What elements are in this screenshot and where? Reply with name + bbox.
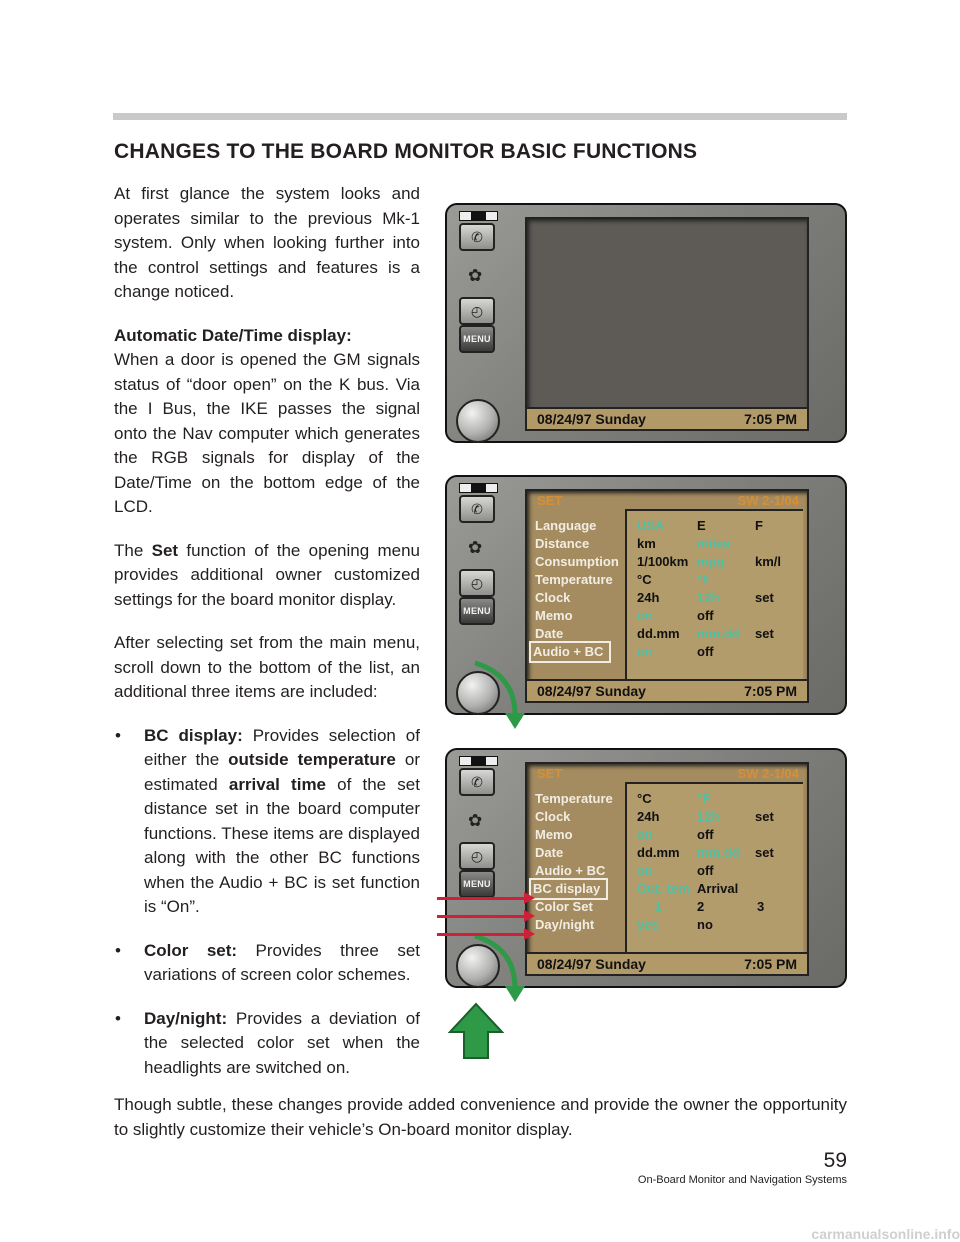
set-title: SET — [537, 493, 563, 508]
fan-icon: ✿ — [468, 811, 483, 830]
setting-option[interactable]: dd.mm — [637, 626, 680, 641]
bullet-text: of the set distance set in the board computer functions. These items are displayed along with the other BC functions when the Audio + BC is set function is “On”. — [144, 774, 420, 916]
time-text: 7:05 PM — [744, 411, 797, 427]
sw-version: SW 2-1/04 — [737, 493, 799, 508]
lcd-screen — [525, 762, 809, 976]
setting-option[interactable]: °F — [697, 791, 711, 806]
menu-button[interactable]: MENU — [459, 597, 495, 625]
clock-icon: ◴ — [470, 848, 484, 864]
setting-option[interactable]: miles — [697, 536, 731, 551]
setting-option[interactable]: off — [697, 827, 714, 842]
auto-datetime-heading: Automatic Date/Time display: — [114, 325, 352, 345]
phone-button[interactable] — [459, 768, 495, 796]
bullet-color-set — [114, 939, 420, 988]
setting-option[interactable]: on — [637, 863, 653, 878]
indicator-square — [485, 211, 498, 221]
menu-button[interactable]: MENU — [459, 325, 495, 353]
setting-label[interactable]: Day/night — [535, 917, 595, 932]
setting-option[interactable]: 3 — [757, 899, 765, 914]
lcd-screen — [525, 489, 809, 703]
indicator-square — [485, 483, 498, 493]
monitor-datetime — [445, 203, 845, 441]
setting-option[interactable]: F — [755, 518, 763, 533]
fan-icon: ✿ — [468, 538, 483, 557]
page-title: CHANGES TO THE BOARD MONITOR BASIC FUNCTIONS — [114, 140, 698, 163]
setting-option[interactable]: mpg — [697, 554, 725, 569]
phone-icon: ✆ — [471, 501, 483, 517]
setting-label[interactable]: Date — [535, 845, 564, 860]
bullet-dot: • — [115, 1008, 121, 1028]
set-word: Set — [151, 540, 179, 560]
indicator-square — [459, 756, 472, 766]
lcd-screen — [525, 217, 809, 431]
phone-icon: ✆ — [471, 774, 483, 790]
bullet-label: BC display: — [144, 725, 243, 745]
setting-label[interactable]: Date — [535, 626, 564, 641]
setting-option[interactable]: E — [697, 518, 706, 533]
setting-option[interactable]: set — [755, 626, 774, 641]
setting-option[interactable]: on — [637, 827, 653, 842]
time-text: 7:05 PM — [744, 956, 797, 972]
indicator-square — [485, 756, 498, 766]
watermark: carmanualsonline.info — [811, 1226, 960, 1242]
setting-label[interactable]: Temperature — [535, 572, 613, 587]
setting-option[interactable]: set — [755, 809, 774, 824]
setting-option[interactable]: km — [637, 536, 656, 551]
auto-datetime-text: When a door is opened the GM signals status of “door open” on the K bus. Via the I Bus, the IKE passes the signal onto the Nav computer which generates the RGB signals for display of the Date/Time on the bottom edge of the LCD. — [114, 350, 420, 516]
setting-option[interactable]: °F — [697, 572, 711, 587]
setting-label[interactable]: Clock — [535, 590, 571, 605]
text-column — [114, 182, 420, 1099]
setting-label[interactable]: Color Set — [535, 899, 593, 914]
setting-label[interactable]: Audio + BC — [531, 643, 609, 661]
setting-option[interactable]: °C — [637, 572, 652, 587]
monitor-set-menu-extended — [445, 748, 845, 986]
setting-option[interactable]: set — [755, 845, 774, 860]
setting-option[interactable]: 1 — [655, 899, 663, 914]
setting-option[interactable]: on — [637, 608, 653, 623]
date-time-bar — [527, 407, 807, 429]
bullet-bc-display — [114, 724, 420, 920]
setting-label[interactable]: Consumption — [535, 554, 619, 569]
time-text: 7:05 PM — [744, 683, 797, 699]
setting-option[interactable]: 24h — [637, 809, 660, 824]
closing-paragraph: Though subtle, these changes provide added convenience and provide the owner the opportunity to slightly customize their vehicle’s On-board monitor display. — [114, 1095, 847, 1139]
bullet-bold: outside temperature — [228, 750, 396, 769]
setting-option[interactable]: off — [697, 863, 714, 878]
bullet-bold: arrival time — [228, 774, 327, 794]
bullet-text: Provides a deviation of the selected color set when the headlights are switched on. — [144, 1008, 420, 1077]
setting-option[interactable]: 1/100km — [637, 554, 689, 569]
setting-label[interactable]: Clock — [535, 809, 571, 824]
setting-label[interactable]: Language — [535, 518, 597, 533]
set-post: function of the opening menu provides additional owner customized settings for the board monitor display. — [114, 540, 420, 609]
setting-label[interactable]: Distance — [535, 536, 590, 551]
setting-option[interactable]: km/l — [755, 554, 782, 569]
bullet-text: Provides selection of either the — [144, 725, 420, 769]
setting-option[interactable]: 12h — [697, 809, 720, 824]
date-text: 08/24/97 Sunday — [537, 956, 646, 972]
setting-option[interactable]: Arrival — [697, 881, 739, 896]
top-rule — [113, 113, 847, 120]
setting-option[interactable]: 2 — [697, 899, 705, 914]
setting-label[interactable]: Audio + BC — [535, 863, 606, 878]
date-text: 08/24/97 Sunday — [537, 411, 646, 427]
rotate-arrow-icon — [465, 928, 545, 1008]
rotate-arrow-icon — [465, 655, 545, 735]
clock-icon: ◴ — [470, 575, 484, 591]
setting-option[interactable]: no — [697, 917, 713, 932]
bullet-label: Color set: — [144, 940, 238, 960]
bullet-text: Provides three set variations of screen color schemes. — [144, 940, 420, 984]
bullet-text: or estimated — [144, 750, 420, 794]
indicator-square — [459, 211, 472, 221]
setting-label[interactable]: Memo — [535, 608, 573, 623]
bullet-dot: • — [115, 940, 121, 960]
indicator-square — [459, 483, 472, 493]
setting-option[interactable]: mm.dd — [697, 845, 740, 860]
setting-option[interactable]: 24h — [637, 590, 660, 605]
setting-option[interactable]: dd.mm — [637, 845, 680, 860]
date-time-bar — [527, 952, 807, 974]
auto-datetime-paragraph — [114, 324, 420, 520]
indicator-square — [472, 756, 485, 766]
setting-option[interactable]: °C — [637, 791, 652, 806]
scroll-up-arrow-icon — [448, 1002, 504, 1060]
phone-button[interactable] — [459, 223, 495, 251]
fan-icon: ✿ — [468, 266, 483, 285]
set-title: SET — [537, 766, 563, 781]
clock-button[interactable] — [459, 842, 495, 870]
phone-icon: ✆ — [471, 229, 483, 245]
sw-version: SW 2-1/04 — [737, 766, 799, 781]
setting-label[interactable]: Memo — [535, 827, 573, 842]
after-paragraph: After selecting set from the main menu, scroll down to the bottom of the list, an additional three items are included: — [114, 633, 420, 701]
pointer-arrow-color-set — [437, 915, 525, 918]
setting-option[interactable]: set — [755, 590, 774, 605]
indicator-square — [472, 211, 485, 221]
setting-option[interactable]: off — [697, 644, 714, 659]
setting-option[interactable]: yes — [637, 917, 659, 932]
bullet-dot: • — [115, 725, 121, 745]
date-time-bar — [527, 679, 807, 701]
pointer-arrow-day-night — [437, 933, 525, 936]
clock-icon: ◴ — [470, 303, 484, 319]
clock-button[interactable] — [459, 297, 495, 325]
monitor-set-menu — [445, 475, 845, 713]
set-pre: The — [114, 540, 144, 560]
bullet-day-night — [114, 1007, 420, 1081]
date-text: 08/24/97 Sunday — [537, 683, 646, 699]
setting-option[interactable]: on — [637, 644, 653, 659]
setting-option[interactable]: off — [697, 608, 714, 623]
setting-option[interactable]: 12h — [697, 590, 720, 605]
setting-option[interactable]: USA — [637, 518, 665, 533]
set-paragraph — [114, 539, 420, 613]
rotary-knob[interactable] — [456, 399, 500, 443]
menu-button[interactable]: MENU — [459, 870, 495, 898]
page-number: 59 — [823, 1149, 847, 1172]
setting-option[interactable]: Out. tem — [637, 881, 690, 896]
phone-button[interactable] — [459, 495, 495, 523]
pointer-arrow-bc-display — [437, 897, 525, 900]
setting-label[interactable]: Temperature — [535, 791, 613, 806]
indicator-square — [472, 483, 485, 493]
setting-option[interactable]: mm.dd — [697, 626, 740, 641]
setting-label[interactable]: BC display — [531, 880, 606, 898]
bullet-label: Day/night: — [144, 1008, 228, 1028]
clock-button[interactable] — [459, 569, 495, 597]
intro-paragraph: At first glance the system looks and operates similar to the previous Mk-1 system. Only when looking further into the control settings and features is a change noticed. — [114, 184, 420, 301]
page-subtitle: On-Board Monitor and Navigation Systems — [637, 1174, 847, 1186]
